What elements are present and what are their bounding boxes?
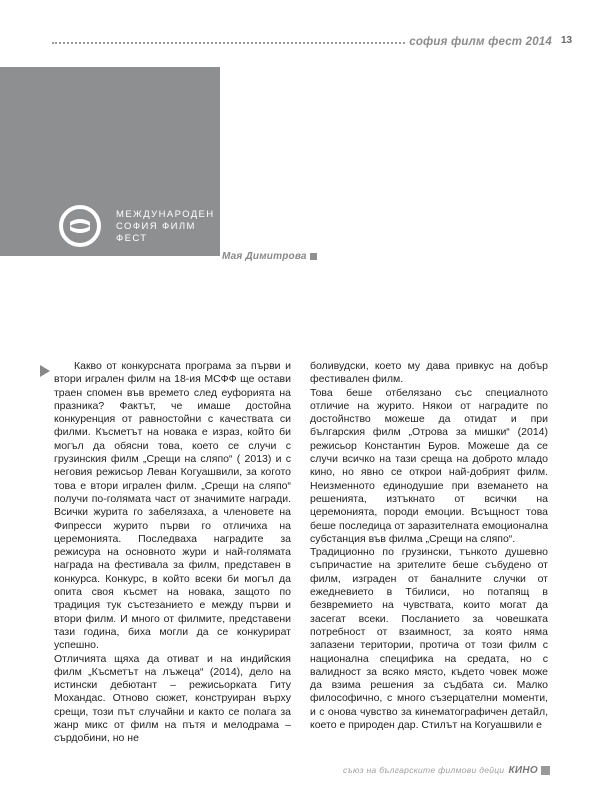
body-column-left [54,360,291,746]
festival-name-line: ФЕСТ [116,233,148,244]
page-number: 13 [561,35,573,46]
author-name: Мая Димитрова [222,251,307,262]
festival-name [116,209,215,245]
footer-tagline: съюз на българските филмови дейци [343,765,505,775]
paragraph-arrow-icon [40,365,50,377]
article-subtitle: срещи наяве в игралния конкурс [424,96,588,107]
body-paragraph: Отличията щяха да отиват и на индийския филм „Късметът на лъжеца“ (2014), дело на истински дебютант – режисьорката Гиту Мохандас. Отново сюжет, конструиран върху срещи, този път случайни и както се полага за жанр микс от филм на пътя и мелодрама – сърдобини, но не [54,652,291,745]
page-footer [330,762,550,778]
body-paragraph: Какво от конкурсната програма за първи и втори игрален филм на 18-ия МСФФ ще остави траен спомен във времето след еуфорията на празника? Фактът, че имаше достойна конкуренция от равностойни с качествата си филми. Късметът на новака е израз, който би могъл да обясни това, което се случи с грузинския филм „Срещи на сляпо“ ( 2013) и с неговия режисьор Леван Когуашвили, за когото това е втори игрален филм. „Срещи на сляпо“ получи по-голямата част от значимите награди. Всички журита го забелязаха, а членовете на Фипресси журито първи го отличиха на церемонията. Последваха наградите за режисура на основното жури и най-голямата награда на фестивала за филм, представен в конкурса. Конкурс, в който всеки би могъл да опита своя късмет на новака, защото по традиция тук състезанието е между първи и втори филм. И много от филмите, представени тази година, биха могли да се конкурират успешно. [54,360,291,652]
running-title: софия филм фест 2014 [409,36,552,48]
body-paragraph: боливудски, което му дава привкус на добър фестивален филм. [310,360,548,386]
author-byline [222,251,317,262]
body-paragraph: Традиционно по грузински, тънкото душевно съпричастие на зрителите беше събудено от филм, изграден от баналните случки от ежедневието в Тбилиси, но потапящ в безвремието на чувствата, които могат да засегат всеки. Посланието за човешката потребност от взаимност, за която няма запазени територии, протича от този филм с национална специфика на средата, но с валидност за всяко място, където човек може да взима решения за съдбата си. Малко философично, с много съзерцателни моменти, и с онова чувство за кинематографичен детайл, което е природен дар. Стилът на Когуашвили е [310,546,548,732]
body-column-right [310,360,548,732]
body-paragraph: Това беше отбелязано със специалното отличие на журито. Някои от наградите по достойнство можеше да отидат и при българския филм „Отрова за мишки“ (2014) режисьор Константин Буров. Можеше да се случи всичко на тази среща на доброто младо кино, но явно се открои най-добрият филм. Неизменното единодушие при вземането на решенията, изтъкнато от всички на церемонията, породи емоции. Всъщност това беше последица от заразителната емоционална субстанция във филма „Срещи на сляпо“. [310,386,548,545]
footer-brand: КИНО [508,764,538,776]
article-title: СРЕЩИ НА СЛЯПО [458,76,588,91]
header-dotted-rule [52,42,405,44]
author-square-marker [310,253,317,260]
festival-name-line: МЕЖДУНАРОДЕН [116,209,215,220]
sofia-film-fest-logo-icon [58,204,102,248]
footer-square-marker [541,766,550,775]
running-header [52,34,552,50]
festival-name-line: СОФИЯ ФИЛМ [116,221,196,232]
